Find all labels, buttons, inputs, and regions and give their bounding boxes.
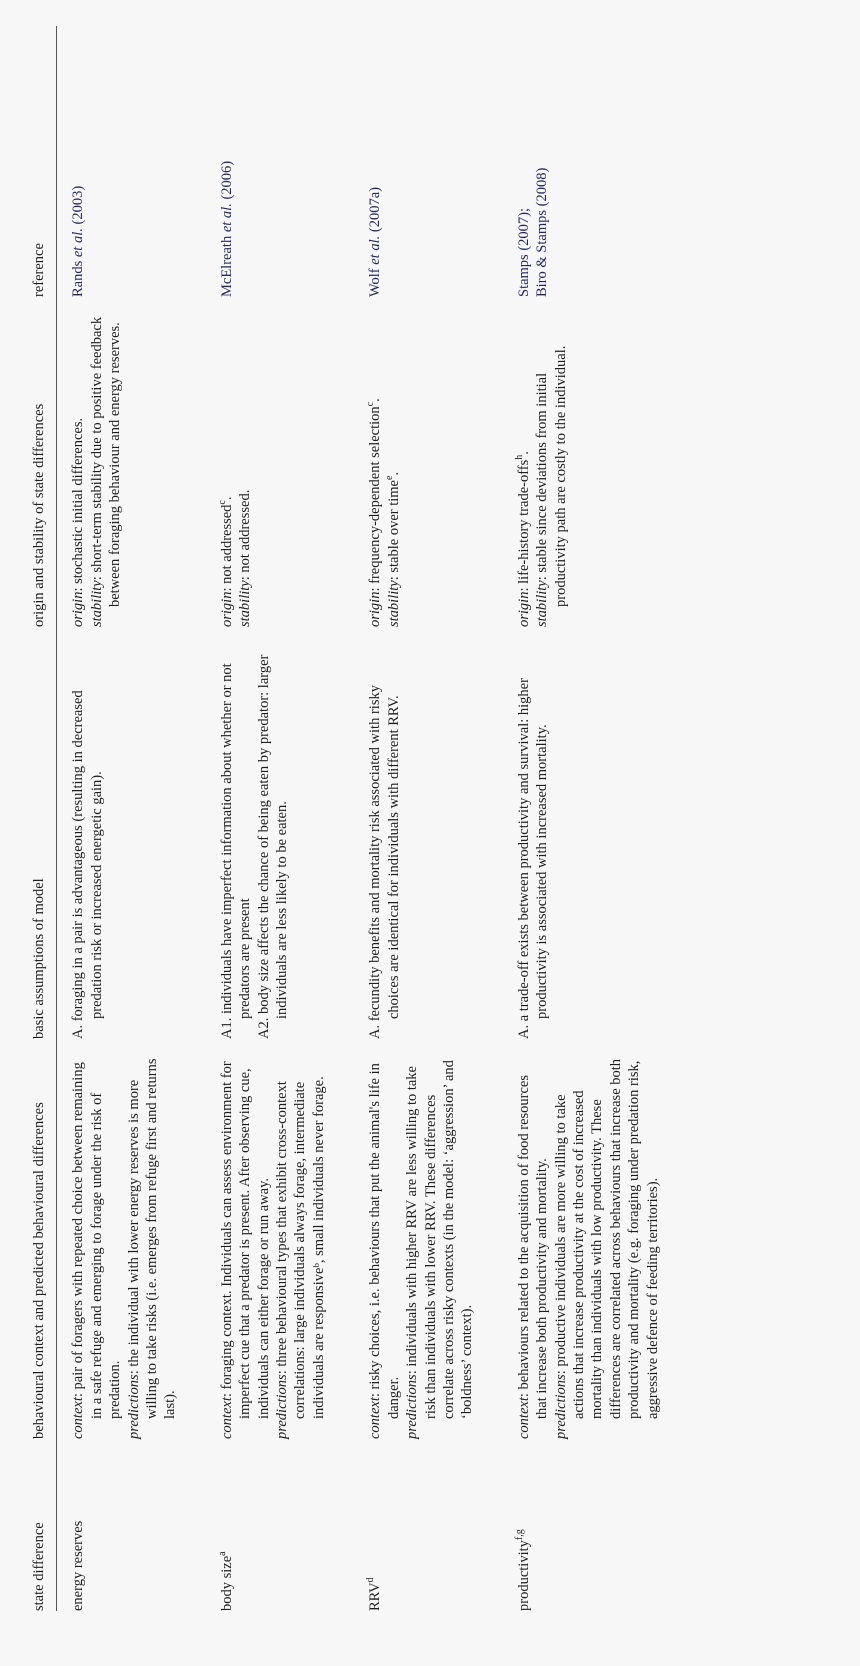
origin-text: origin: not addressed$^c$. (217, 496, 235, 627)
reference-cell (57, 26, 208, 297)
stability-label: stability (534, 580, 551, 627)
predictions-label: predictions (552, 1374, 569, 1439)
predictions-value: productive individuals are more willing to take actions that increase productivity at the cost of increased mortality than individuals with low productivity. These differences are correlated across behaviours that increase both productivity and mortality (e.g. foraging under predation risk, aggressive defence of feeding territories). (552, 1058, 661, 1419)
origin-stability-cell (505, 297, 690, 627)
stability-value: not addressed (237, 493, 254, 573)
context-text: context: foraging context. Individuals can assess environment for imperfect cue that a predator is present. After observing cue, individuals can either forage or run away. (218, 1061, 272, 1439)
header-origin-stability: origin and stability of state differences (30, 297, 57, 627)
table-row (57, 26, 208, 1611)
origin-label: origin (70, 591, 87, 627)
reference-cell (356, 26, 504, 297)
context-label: context (218, 1397, 235, 1439)
assumptions-cell (356, 627, 504, 1039)
footnote-marker: f,g (513, 1529, 525, 1541)
origin-value: not addressed (218, 504, 235, 584)
context-text: context: behaviours related to the acquisition of food resources that increase both productivity and mortality. (515, 1075, 551, 1439)
context-value: pair of foragers with repeated choice between remaining in a safe refuge and emerging to forage under the risk of predation. (70, 1062, 124, 1419)
context-value: behaviours related to the acquisition of food resources that increase both productivity and mortality. (515, 1075, 551, 1419)
reference-link[interactable]: Stamps (2007); (515, 207, 532, 297)
context-cell (505, 1039, 690, 1439)
predictions-text: predictions: individuals with higher RRV are less willing to take risk than individuals with lower RRV. These differences correlate across risky contexts (in the model: ‘aggression’ and ‘boldness’ context). (404, 1060, 476, 1439)
reference-link[interactable]: Biro & Stamps (2008) (534, 167, 551, 297)
context-text: context: risky choices, i.e. behaviours that put the animal's life in danger. (367, 1063, 402, 1439)
assumptions-cell (57, 627, 208, 1039)
state-label: energy reserves (70, 1520, 87, 1611)
origin-label: origin (515, 591, 532, 627)
context-label: context (70, 1397, 87, 1439)
state-difference-cell (208, 1439, 356, 1611)
stability-value: stable since deviations from initial productivity path are costly to the individual (534, 349, 569, 607)
footnote-marker: c (217, 500, 229, 505)
stability-text: stability: short-term stability due to positive feedback between foraging behaviour and energy reserves. (88, 316, 124, 627)
header-reference: reference (30, 26, 57, 297)
origin-value: frequency-dependent selection (367, 406, 384, 584)
origin-stability-cell (208, 297, 356, 627)
footnote-marker: e (383, 475, 395, 480)
predictions-label: predictions (125, 1374, 142, 1439)
predictions-text: predictions: the individual with lower energy reserves is more willing to take risks (i.e. emerges from refuge first and returns last). (125, 1058, 179, 1439)
assumption-item: A. fecundity benefits and mortality risk associated with risky choices are identical for individuals with different RRV. (367, 685, 402, 1039)
predictions-label: predictions (274, 1374, 291, 1439)
state-differences-table (30, 26, 690, 1611)
footnote-marker: d (365, 1577, 377, 1583)
state-label: body size (218, 1555, 235, 1611)
footnote-marker: a (217, 1551, 229, 1556)
table-row (505, 26, 690, 1611)
origin-stability-cell (356, 297, 504, 627)
context-cell (208, 1039, 356, 1439)
context-value: foraging context. Individuals can assess environment for imperfect cue that a predator is present. After observing cue, individuals can either forage or run away. (218, 1061, 272, 1419)
footnote-marker: c (365, 401, 377, 407)
predictions-text: predictions: three behavioural types that exhibit cross-context correlations: large individuals always forage, intermediate individuals are responsiveᵇ, small individuals never forage. (274, 1076, 327, 1439)
stability-label: stability (385, 580, 402, 627)
stability-text: stability: stable since deviations from initial productivity path are costly to the individual. (534, 345, 569, 627)
header-row (30, 26, 57, 1611)
stability-value: stable over time (385, 480, 402, 573)
header-basic-assumptions: basic assumptions of model (30, 627, 57, 1039)
predictions-value: three behavioural types that exhibit cross-context correlations: large individuals always forage, intermediate individuals are responsiveᵇ, small individuals never forage. (274, 1076, 327, 1419)
assumption-item: A1. individuals have imperfect information about whether or not predators are present (218, 663, 254, 1039)
context-cell (356, 1039, 504, 1439)
predictions-label: predictions (404, 1374, 421, 1439)
state-difference-cell (356, 1439, 504, 1611)
origin-text: origin: frequency-dependent selection$^c$. (365, 398, 384, 627)
header-behavioural-context: behavioural context and predicted behavioural differences (30, 1039, 57, 1439)
predictions-text: predictions: productive individuals are more willing to take actions that increase productivity at the cost of increased mortality than individuals with low productivity. These differences are correlated across behaviours that increase both productivity and mortality (e.g. foraging under predation risk, aggressive defence of feeding territories). (552, 1058, 661, 1439)
origin-value: life-history trade-offs (515, 459, 532, 584)
stability-text: stability: stable over time$^e$. (383, 471, 402, 627)
stability-text: stability: not addressed. (237, 489, 254, 627)
assumptions-cell (505, 627, 690, 1039)
assumption-item: A. a trade-off exists between productivity and survival: higher productivity is associated with increased mortality. (515, 678, 551, 1039)
state-label: RRV (367, 1582, 384, 1611)
origin-stability-cell (57, 297, 208, 627)
context-cell (57, 1039, 208, 1439)
table-row (208, 26, 356, 1611)
predictions-value: individuals with higher RRV are less willing to take risk than individuals with lower RRV. These differences correlate across risky contexts (in the model: ‘aggression’ and ‘boldness’ context). (404, 1060, 476, 1419)
context-value: risky choices, i.e. behaviours that put the animal's life in danger. (367, 1063, 402, 1419)
origin-value: stochastic initial differences (70, 421, 87, 584)
context-label: context (367, 1397, 384, 1439)
origin-label: origin (367, 591, 384, 627)
reference-cell (505, 26, 690, 297)
header-state-difference: state difference (30, 1439, 57, 1611)
stability-label: stability (88, 580, 105, 627)
stability-value: short-term stability due to positive feedback between foraging behaviour and energy reserves (88, 316, 124, 607)
assumption-item: A2. body size affects the chance of being eaten by predator: larger individuals are less likely to be eaten. (255, 654, 291, 1039)
state-difference-cell (57, 1439, 208, 1611)
origin-text: origin: life-history trade-offs$^h$. (513, 451, 532, 627)
table-row (356, 26, 504, 1611)
predictions-value: the individual with lower energy reserves is more willing to take risks (i.e. emerges from refuge first and returns last). (125, 1058, 179, 1419)
state-label: productivity (515, 1540, 532, 1611)
reference-link[interactable]: Wolf et al. (2007a) (367, 187, 384, 297)
reference-link[interactable]: Rands et al. (2003) (70, 185, 87, 297)
assumptions-cell (208, 627, 356, 1039)
state-difference-cell (505, 1439, 690, 1611)
reference-link[interactable]: McElreath et al. (2006) (218, 160, 235, 297)
stability-label: stability (237, 580, 254, 627)
context-label: context (515, 1397, 532, 1439)
origin-text: origin: stochastic initial differences. (70, 417, 87, 627)
context-text: context: pair of foragers with repeated choice between remaining in a safe refuge and emerging to forage under the risk of predation. (70, 1062, 124, 1439)
reference-cell (208, 26, 356, 297)
origin-label: origin (218, 591, 235, 627)
footnote-marker: h (513, 454, 525, 460)
assumption-item: A. foraging in a pair is advantageous (resulting in decreased predation risk or increased energetic gain). (70, 690, 105, 1039)
